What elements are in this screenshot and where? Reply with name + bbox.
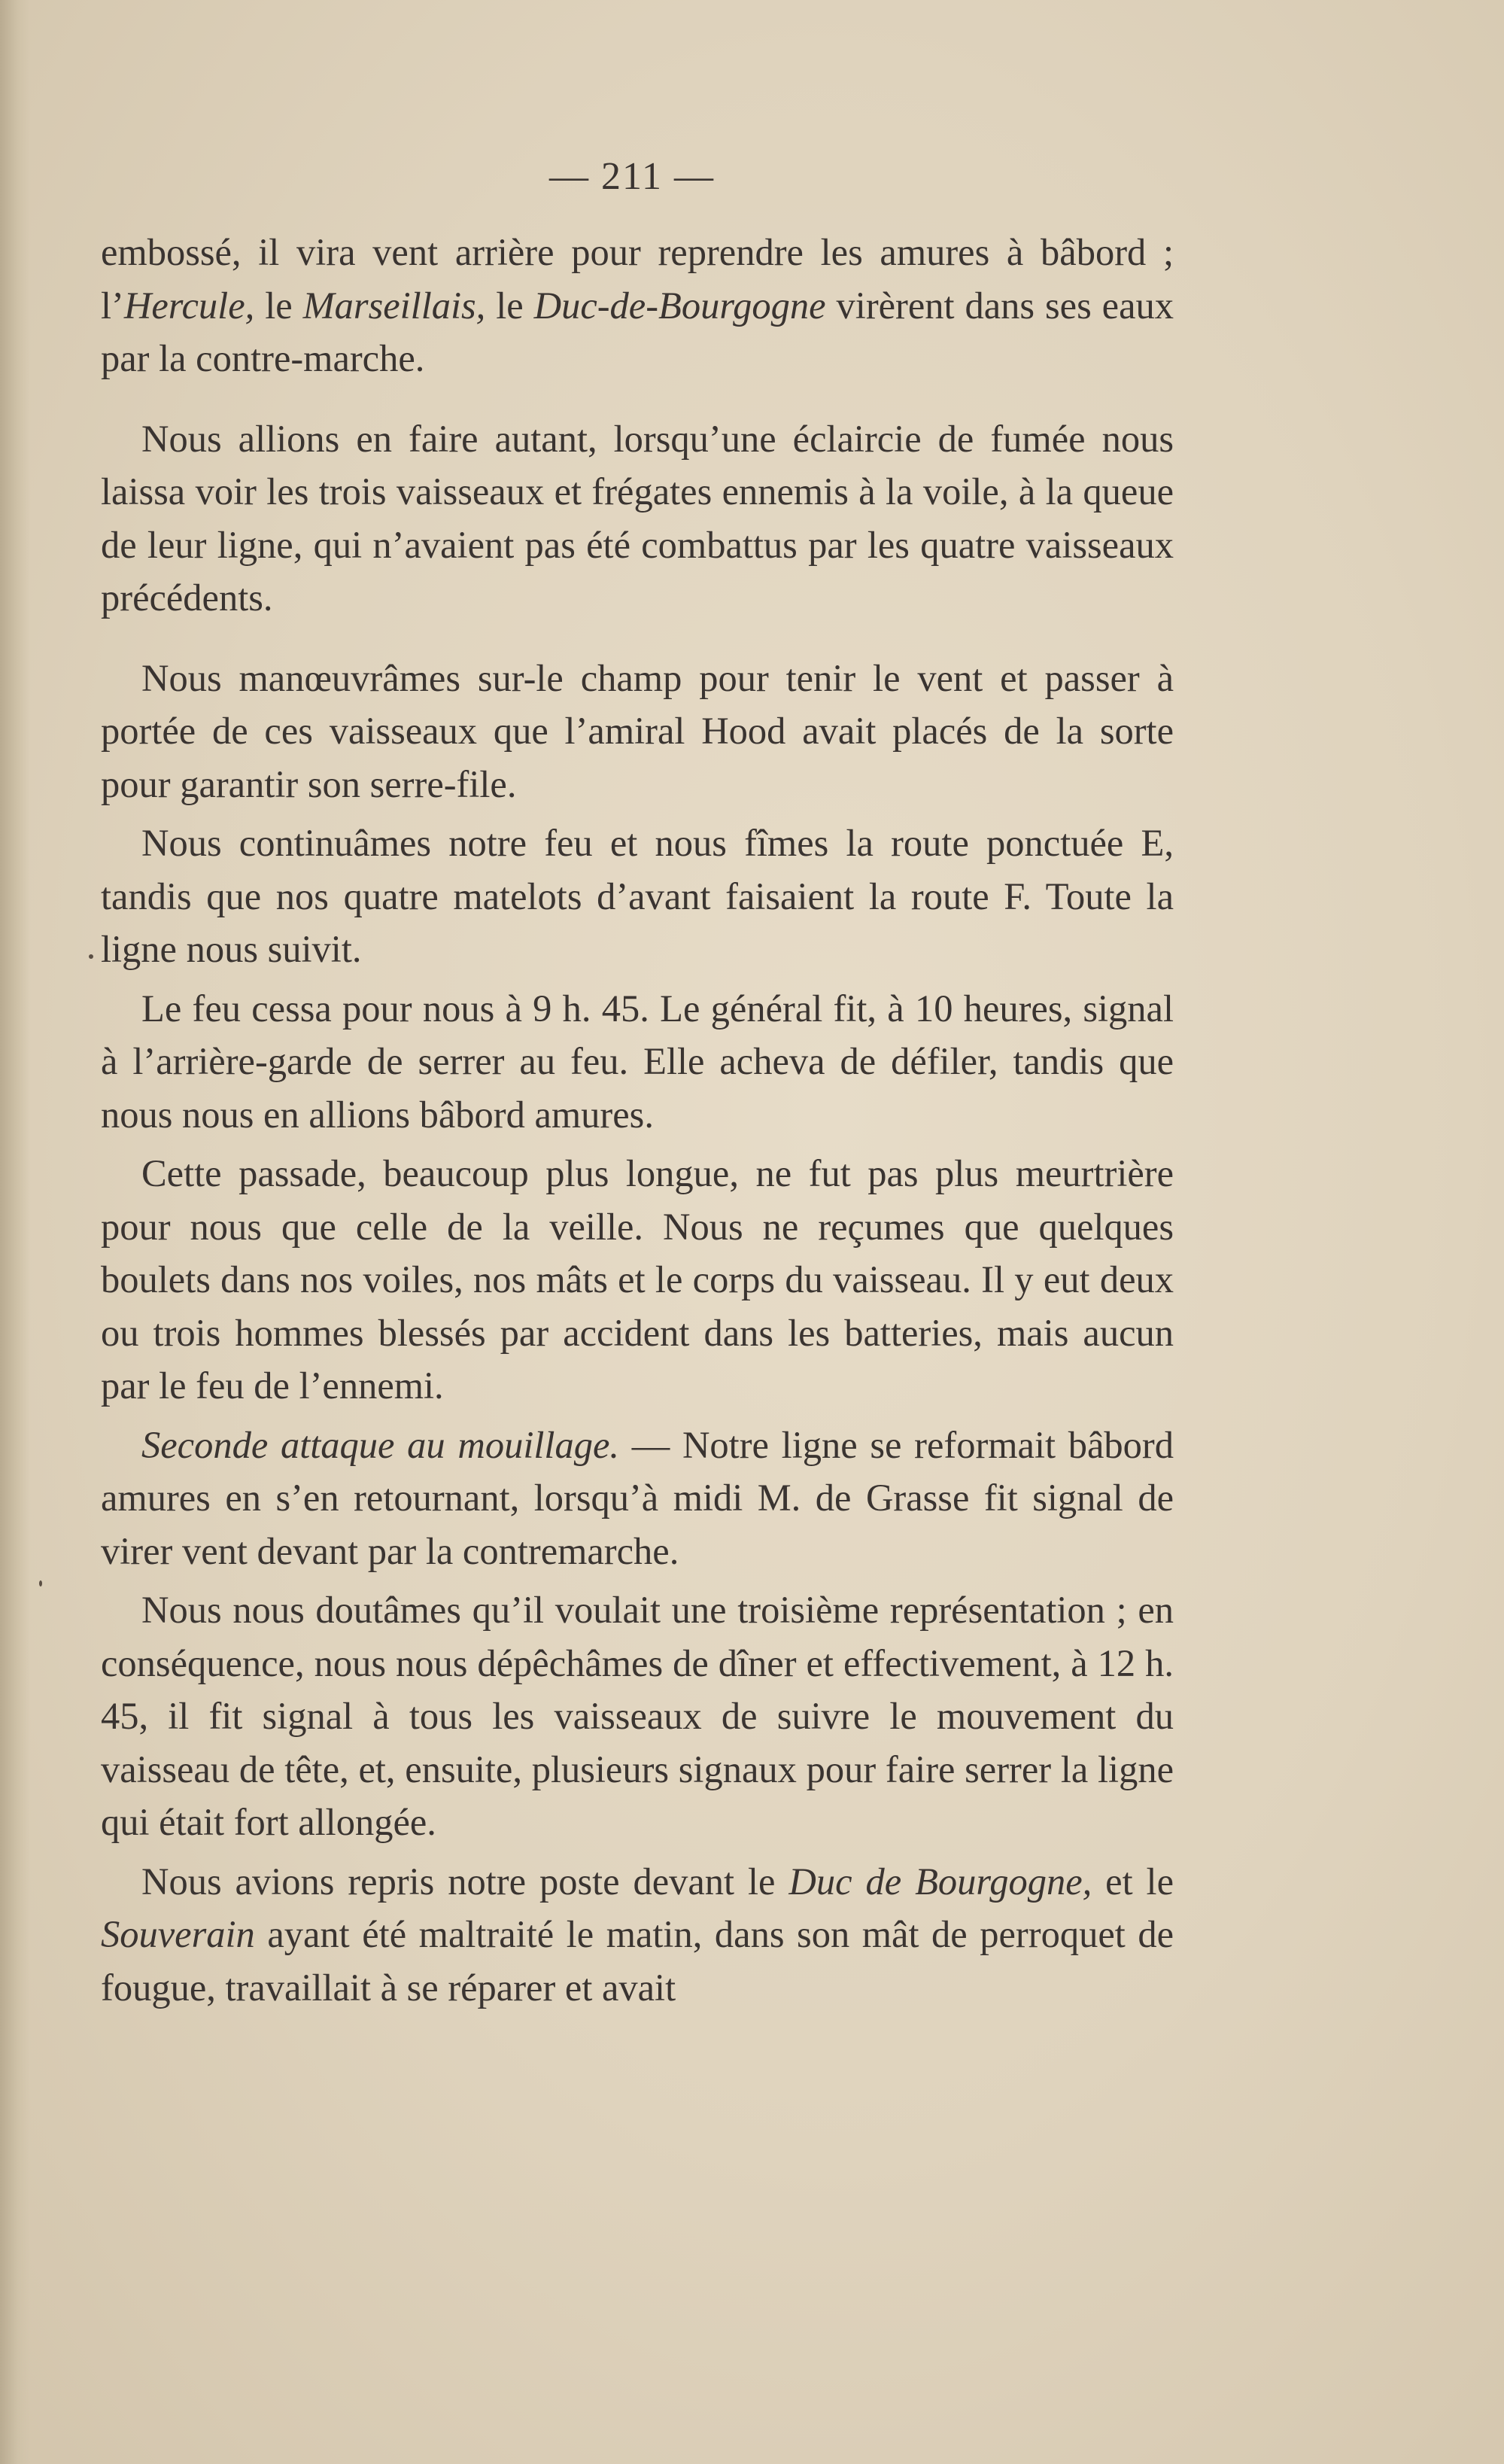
paragraph [101,1419,1174,1578]
paragraph [101,1147,1174,1413]
print-speck [89,954,93,959]
paragraph [101,652,1174,811]
text-run: Nous manœuvrâmes sur-le champ pour tenir le vent et passer à portée de ces vaisseaux que l’amiral Hood avait placés de la sorte pour garantir son serre-file. [101,656,1174,805]
paragraph [101,1583,1174,1849]
text-run: le [485,284,534,327]
text-run: le [254,284,303,327]
text-run: virèrent dans ses eaux par la contre-marche. [101,284,1174,379]
paragraph [101,1855,1174,2015]
text-run: Nous continuâmes notre feu et nous fîmes la route ponctuée E, tandis que nos quatre matelots d’avant faisaient la route F. Toute la ligne nous suivit. [101,822,1174,970]
text-run: Nous avions repris notre poste devant le [141,1860,789,1903]
paragraph [101,817,1174,976]
italic-text: Marseillais, [302,284,486,327]
page-edge-shadow [0,0,30,2464]
body-text [101,226,1174,2014]
page-number: — 211 — [548,155,716,198]
paragraph [101,412,1174,625]
paragraph [101,982,1174,1142]
text-run: Nous allions en faire autant, lorsqu’une éclaircie de fumée nous laissa voir les trois vaisseaux et frégates ennemis à la voile, à la queue de leur ligne, qui n’avaient pas été combattus par les quatre vaisseaux précédents. [101,417,1174,619]
text-run: Le feu cessa pour nous à 9 h. 45. Le général fit, à 10 heures, signal à l’arrière-garde de serrer au feu. Elle acheva de défiler, tandis que nous nous en allions bâbord amures. [101,987,1174,1136]
italic-text: Duc de Bourgogne, [788,1860,1092,1903]
text-run: ayant été maltraité le matin, dans son mât de perroquet de fougue, travaillait à se réparer et avait [101,1913,1174,2009]
text-run: Nous nous doutâmes qu’il voulait une troisième représentation ; en conséquence, nous nous dépêchâmes de dîner et effectivement, à 12 h. 45, il fit signal à tous les vaisseaux de suivre le mouvement du vaisseau de tête, et, ensuite, plusieurs signaux pour faire serrer la ligne qui était fort allongée. [101,1589,1174,1843]
italic-text: Hercule, [123,284,255,327]
text-run: et le [1092,1860,1174,1903]
paragraph [101,226,1174,385]
italic-text: Souverain [101,1913,255,1955]
text-run: — Notre ligne se reformait bâbord amures en s’en retournant, lorsqu’à midi M. de Grasse fit signal de virer vent devant par la contremarche. [101,1423,1174,1572]
italic-text: Duc-de-Bourgogne [533,284,826,327]
text-run: Cette passade, beaucoup plus longue, ne fut pas plus meurtrière pour nous que celle de la veille. Nous ne reçumes que quelques boulets dans nos voiles, nos mâts et le corps du vaisseau. Il y eut deux ou trois hommes blessés par accident dans les batteries, mais aucun par le feu de l’ennemi. [101,1152,1174,1407]
print-speck [39,1580,42,1586]
italic-text: Seconde attaque au mouillage. [141,1423,619,1466]
text-run: embossé, il vira vent arrière pour reprendre les amures à bâbord ; l’ [101,231,1174,327]
